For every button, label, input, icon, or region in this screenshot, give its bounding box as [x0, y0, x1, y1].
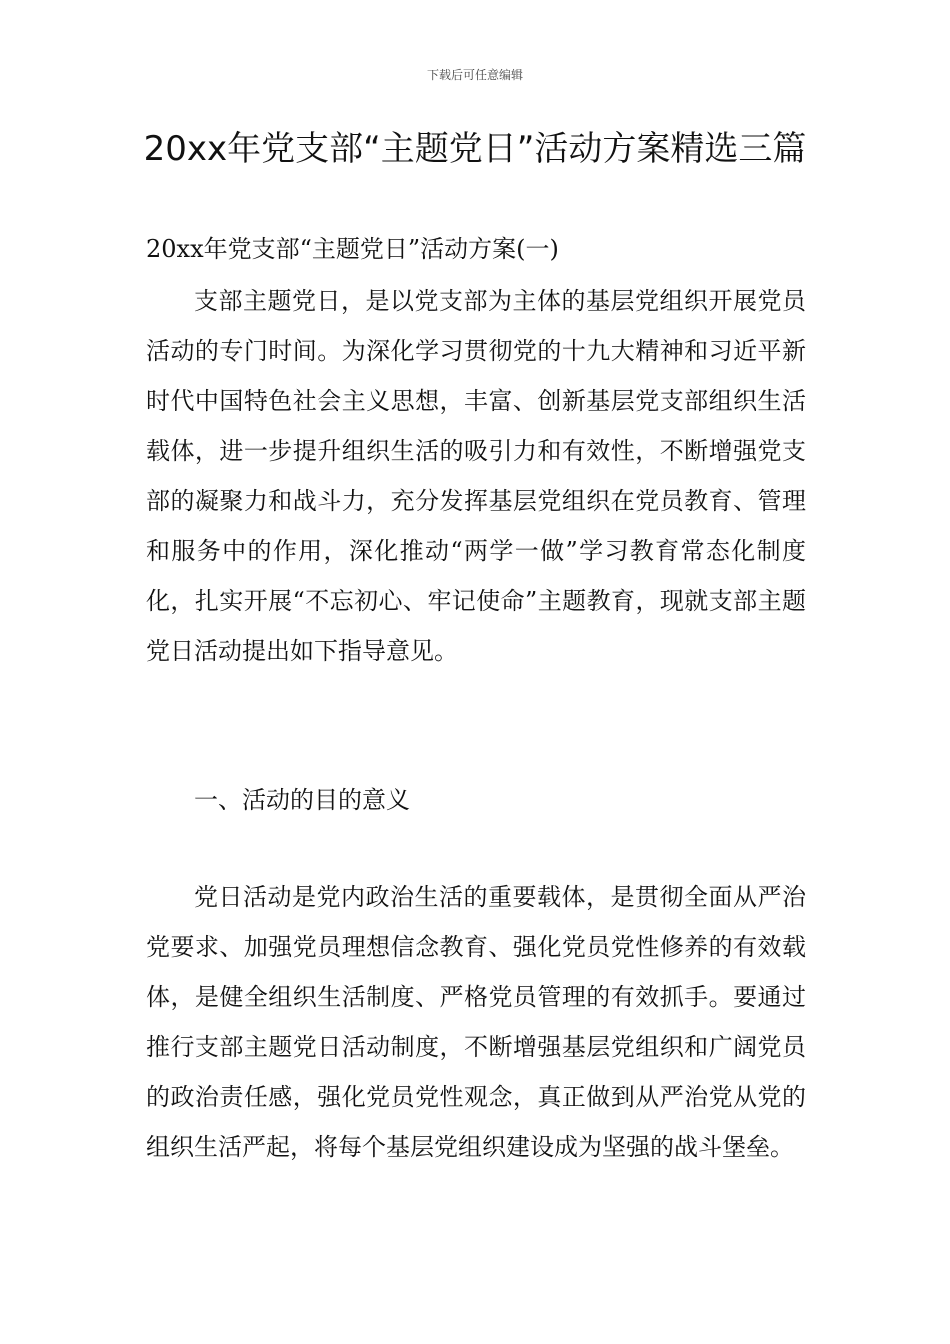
section-heading-purpose: 一、活动的目的意义: [194, 786, 410, 814]
paragraph-purpose: 党日活动是党内政治生活的重要载体，是贯彻全面从严治党要求、加强党员理想信念教育、强化党员党性修养的有效载体，是健全组织生活制度、严格党员管理的有效抓手。要通过推行支部主题党日活动制度，不断增强基层党组织和广阔党员的政治责任感，强化党员党性观念，真正做到从严治党从党的组织生活严起，将每个基层党组织建设成为坚强的战斗堡垒。: [146, 883, 806, 1161]
document-title: 20xx年党支部“主题党日”活动方案精选三篇: [143, 129, 807, 169]
download-note: 下载后可任意编辑: [426, 68, 523, 82]
document-subtitle: 20xx年党支部“主题党日”活动方案(一): [146, 235, 559, 263]
paragraph-intro: 支部主题党日，是以党支部为主体的基层党组织开展党员活动的专门时间。为深化学习贯彻党的十九大精神和习近平新时代中国特色社会主义思想，丰富、创新基层党支部组织生活载体，进一步提升组织生活的吸引力和有效性，不断增强党支部的凝聚力和战斗力，充分发挥基层党组织在党员教育、管理和服务中的作用，深化推动“两学一做”学习教育常态化制度化，扎实开展“不忘初心、牢记使命”主题教育，现就支部主题党日活动提出如下指导意见。: [146, 287, 806, 665]
